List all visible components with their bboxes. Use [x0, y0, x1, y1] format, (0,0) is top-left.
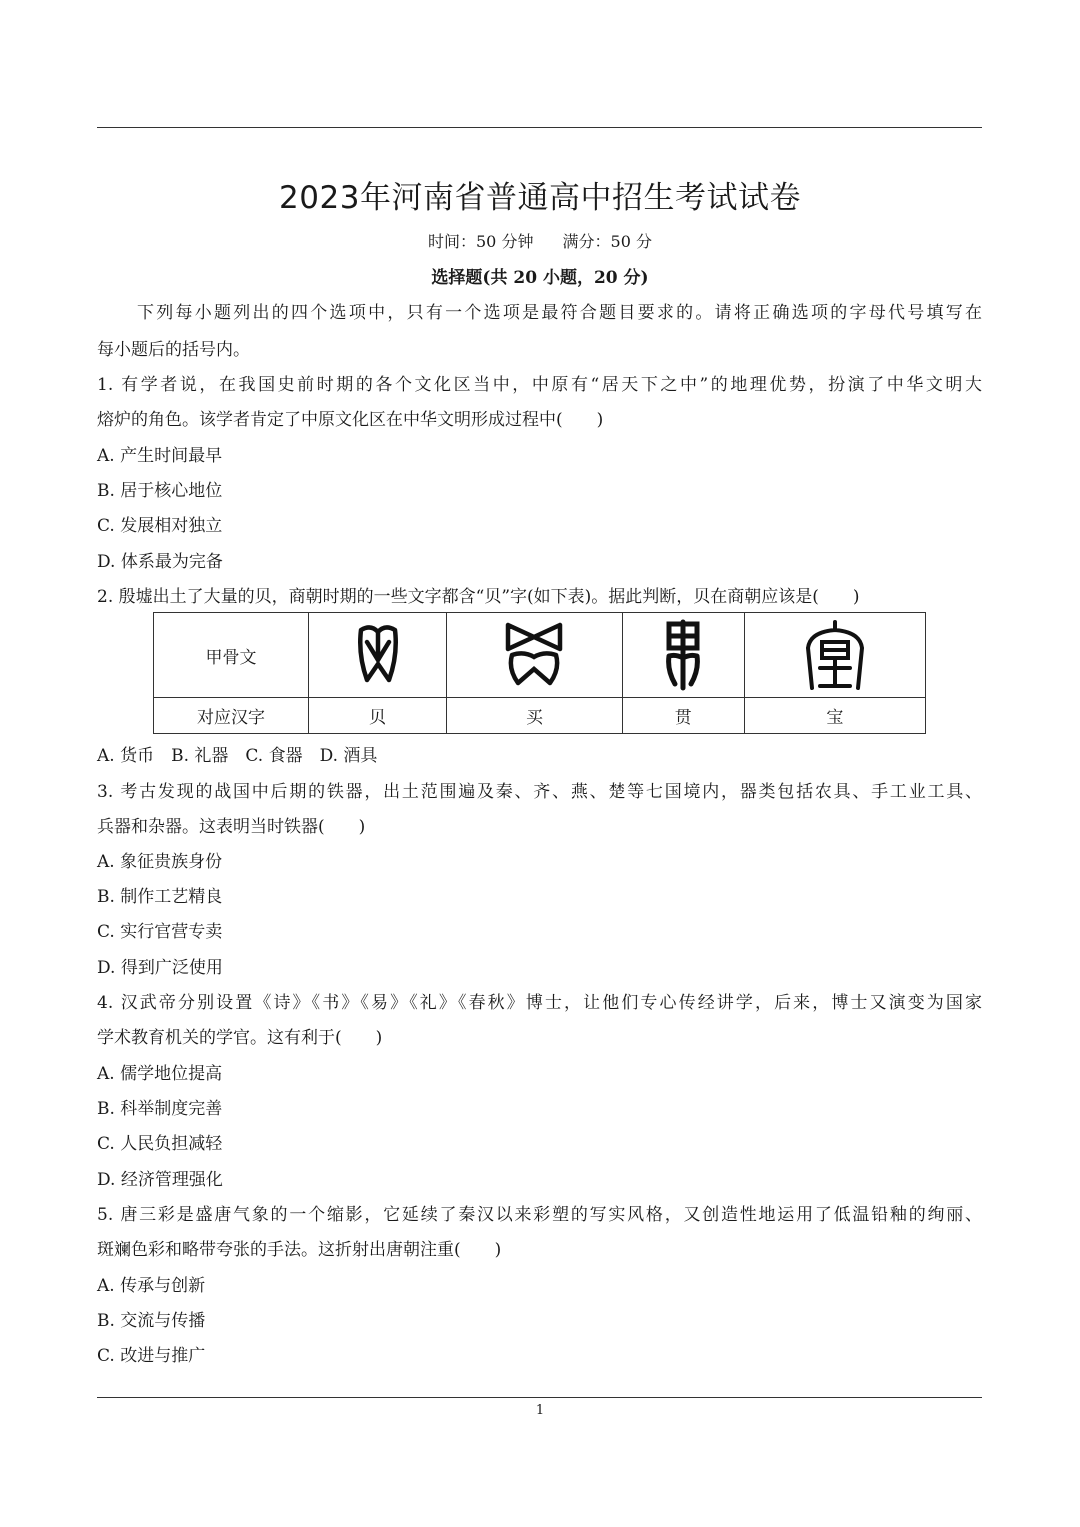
q1-option-b: B. 居于核心地位	[97, 481, 223, 501]
exam-time: 时间：50 分钟	[428, 232, 534, 251]
hanzi-cell: 贝	[309, 698, 447, 734]
oracle-glyph-mai	[447, 613, 623, 698]
header-rule	[97, 127, 982, 128]
q2-stem-line-1: 2. 殷墟出土了大量的贝，商朝时期的一些文字都含“贝”字(如下表)。据此判断，贝在商朝应该是( )	[97, 587, 860, 607]
q1-stem-line-2: 熔炉的角色。该学者肯定了中原文化区在中华文明形成过程中( )	[97, 410, 604, 430]
oracle-bei-icon	[353, 620, 403, 690]
q4-stem-line-1: 4. 汉武帝分别设置《诗》《书》《易》《礼》《春秋》博士，让他们专心传经讲学，后来，博士又演变为国家	[97, 993, 982, 1013]
q4-stem-line-2: 学术教育机关的学官。这有利于( )	[97, 1028, 383, 1048]
q3-stem-line-1: 3. 考古发现的战国中后期的铁器，出土范围遍及秦、齐、燕、楚等七国境内，器类包括农具、手工业工具、	[97, 782, 982, 802]
table-header-hanzi: 对应汉字	[154, 698, 309, 734]
footer-rule	[97, 1397, 982, 1398]
instructions-line-1: 下列每小题列出的四个选项中，只有一个选项是最符合题目要求的。请将正确选项的字母代号填写在	[137, 303, 982, 323]
oracle-glyph-guan	[622, 613, 744, 698]
oracle-mai-icon	[502, 619, 566, 691]
hanzi-cell: 买	[447, 698, 623, 734]
q4-option-b: B. 科举制度完善	[97, 1099, 223, 1119]
q3-option-c: C. 实行官营专卖	[97, 922, 223, 942]
q1-option-a: A. 产生时间最早	[97, 446, 223, 466]
q1-option-d: D. 体系最为完备	[97, 552, 223, 572]
page-title: 2023年河南省普通高中招生考试试卷	[279, 180, 801, 216]
q3-option-a: A. 象征贵族身份	[97, 852, 223, 872]
oracle-bone-table	[153, 612, 926, 734]
q1-option-c: C. 发展相对独立	[97, 516, 223, 536]
q5-stem-line-1: 5. 唐三彩是盛唐气象的一个缩影，它延续了秦汉以来彩塑的写实风格，又创造性地运用了低温铅釉的绚丽、	[97, 1205, 982, 1225]
page-number: 1	[535, 1403, 545, 1418]
q1-stem-line-1: 1. 有学者说，在我国史前时期的各个文化区当中，中原有“居天下之中”的地理优势，扮演了中华文明大	[97, 375, 982, 395]
exam-meta	[0, 229, 1080, 252]
q5-stem-line-2: 斑斓色彩和略带夸张的手法。这折射出唐朝注重( )	[97, 1240, 502, 1260]
q3-option-b: B. 制作工艺精良	[97, 887, 223, 907]
hanzi-cell: 贯	[622, 698, 744, 734]
table-header-oracle: 甲骨文	[154, 613, 309, 698]
oracle-glyph-bei	[309, 613, 447, 698]
oracle-glyph-bao	[744, 613, 925, 698]
q2-options: A. 货币 B. 礼器 C. 食器 D. 酒具	[97, 746, 378, 766]
q5-option-a: A. 传承与创新	[97, 1276, 206, 1296]
q5-option-c: C. 改进与推广	[97, 1346, 206, 1366]
section-heading: 选择题(共 20 小题，20 分)	[431, 268, 649, 288]
oracle-guan-icon	[661, 618, 705, 692]
q3-stem-line-2: 兵器和杂器。这表明当时铁器( )	[97, 817, 366, 837]
q4-option-c: C. 人民负担减轻	[97, 1134, 223, 1154]
exam-score: 满分：50 分	[562, 232, 652, 251]
q3-option-d: D. 得到广泛使用	[97, 958, 223, 978]
q5-option-b: B. 交流与传播	[97, 1311, 206, 1331]
instructions-line-2: 每小题后的括号内。	[97, 340, 250, 360]
q4-option-d: D. 经济管理强化	[97, 1170, 223, 1190]
oracle-bao-icon	[802, 618, 868, 692]
q4-option-a: A. 儒学地位提高	[97, 1064, 223, 1084]
hanzi-cell: 宝	[744, 698, 925, 734]
